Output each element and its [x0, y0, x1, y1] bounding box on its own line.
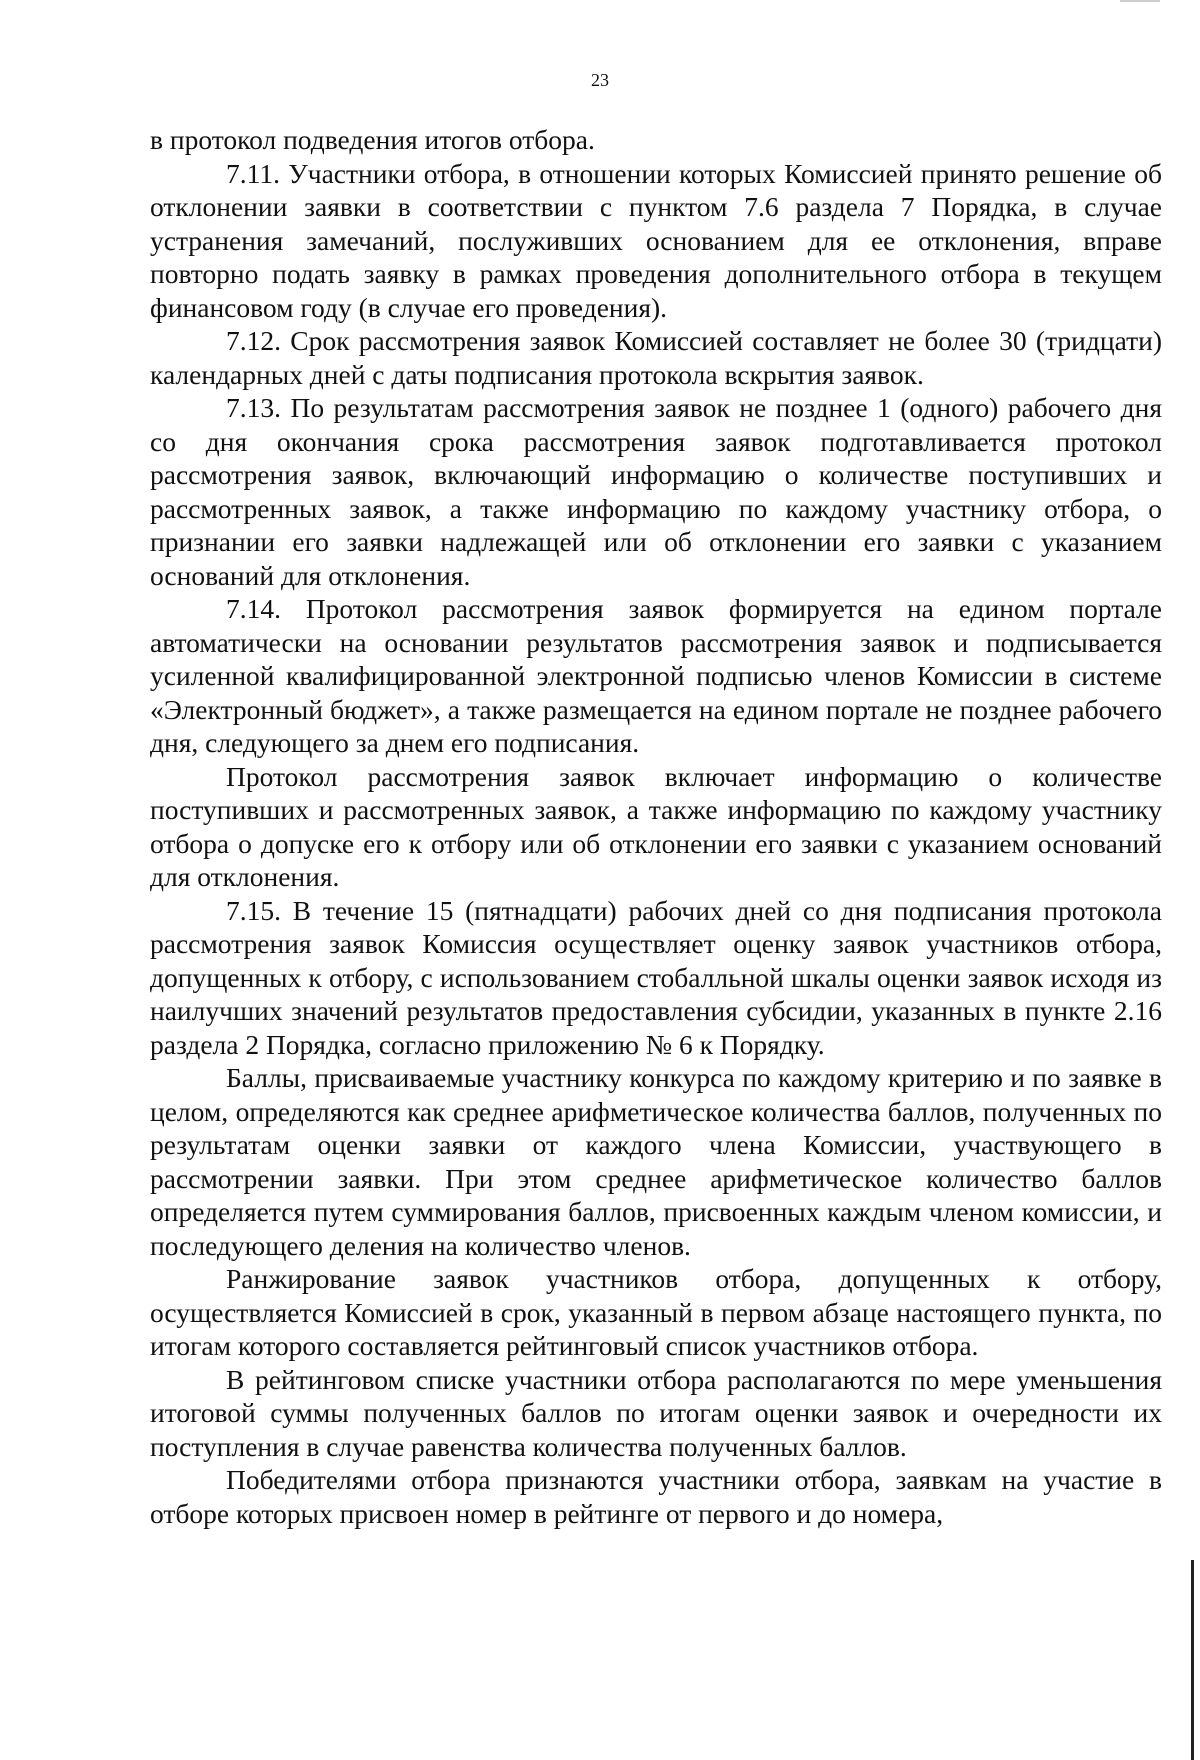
paragraph-continuation: в протокол подведения итогов отбора.	[150, 124, 595, 155]
paragraph-ranking: Ранжирование заявок участников отбора, допущенных к отбору, осуществляется Комиссией в срок, указанный в первом абзаце настоящего пункта, по итогам которого составляется рейтинговый список участников отбора.	[150, 1263, 1162, 1361]
paragraph-winners: Победителями отбора признаются участники отбора, заявкам на участие в отборе которых присвоен номер в рейтинге от первого и до номера,	[150, 1464, 1162, 1529]
paragraph-7-15: 7.15. В течение 15 (пятнадцати) рабочих дней со дня подписания протокола рассмотрения заявок Комиссия осуществляет оценку заявок участников отбора, допущенных к отбору, с использованием стобалльной шкалы оценки заявок исходя из наилучших значений результатов предоставления субсидии, указанных в пункте 2.16 раздела 2 Порядка, согласно приложению № 6 к Порядку.	[150, 894, 1162, 1060]
page-number: 23	[591, 70, 609, 90]
paragraph-rating-list: В рейтинговом списке участники отбора располагаются по мере уменьшения итоговой суммы полученных баллов по итогам оценки заявок и очередности их поступления в случае равенства количества полученных баллов.	[150, 1363, 1162, 1462]
paragraph-7-11: 7.11. Участники отбора, в отношении которых Комиссией принято решение об отклонении заявки в соответствии с пунктом 7.6 раздела 7 Порядка, в случае устранения замечаний, послуживших основанием для ее отклонения, вправе повторно подать заявку в рамках проведения дополнительного отбора в текущем финансовом году (в случае его проведения).	[150, 157, 1162, 323]
paragraph-7-12: 7.12. Срок рассмотрения заявок Комиссией составляет не более 30 (тридцати) календарных дней с даты подписания протокола вскрытия заявок.	[150, 325, 1162, 390]
paragraph-protocol-info: Протокол рассмотрения заявок включает информацию о количестве поступивших и рассмотренных заявок, а также информацию по каждому участнику отбора о допуске его к отбору или об отклонении его заявки с указанием оснований для отклонения.	[150, 760, 1162, 892]
document-body	[150, 123, 1162, 1530]
paragraph-scores: Баллы, присваиваемые участнику конкурса по каждому критерию и по заявке в целом, определяются как среднее арифметическое количества баллов, полученных по результатам оценки заявки от каждого члена Комиссии, участвующего в рассмотрении заявки. При этом среднее арифметическое количество баллов определяется путем суммирования баллов, присвоенных каждым членом комиссии, и последующего деления на количество членов.	[150, 1062, 1162, 1261]
paragraph-7-14: 7.14. Протокол рассмотрения заявок формируется на едином портале автоматически на основании результатов рассмотрения заявок и подписывается усиленной квалифицированной электронной подписью членов Комиссии в системе «Электронный бюджет», а также размещается на едином портале не позднее рабочего дня, следующего за днем его подписания.	[150, 593, 1162, 758]
paragraph-7-13: 7.13. По результатам рассмотрения заявок не позднее 1 (одного) рабочего дня со дня окончания срока рассмотрения заявок подготавливается протокол рассмотрения заявок, включающий информацию о количестве поступивших и рассмотренных заявок, а также информацию по каждому участнику отбора, о признании его заявки надлежащей или об отклонении его заявки с указанием оснований для отклонения.	[150, 392, 1162, 591]
scan-artifact-edge	[1191, 1560, 1194, 1760]
scan-artifact-top	[1120, 0, 1160, 2]
